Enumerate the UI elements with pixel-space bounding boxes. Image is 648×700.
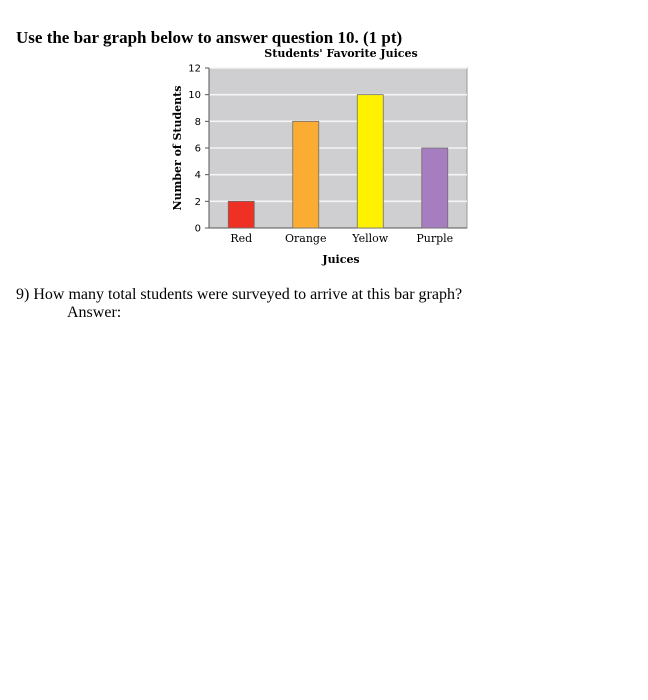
bar-chart: [0, 0, 648, 280]
y-tick-label: 8: [194, 116, 201, 128]
instructions-heading: Use the bar graph below to answer question 10. (1 pt): [16, 28, 403, 47]
chart-title: Students' Favorite Juices: [264, 47, 418, 60]
y-tick-label: 12: [188, 63, 201, 75]
x-axis-label: Juices: [322, 253, 360, 266]
x-tick-label: Red: [230, 232, 253, 245]
plot-area: [188, 64, 467, 246]
answer-label: Answer:: [67, 304, 122, 321]
y-tick-label: 10: [188, 90, 201, 102]
x-tick-label: Orange: [285, 232, 327, 245]
bar-orange: [293, 121, 319, 228]
question-text: 9) How many total students were surveyed to arrive at this bar graph?: [16, 286, 463, 303]
y-tick-label: 4: [194, 170, 201, 182]
bar-yellow: [357, 95, 383, 228]
y-tick-label: 2: [194, 196, 201, 208]
x-tick-label: Yellow: [352, 232, 389, 245]
bar-purple: [422, 148, 448, 228]
y-tick-label: 6: [194, 143, 201, 155]
bar-red: [228, 201, 254, 228]
y-axis-label: Number of Students: [171, 85, 184, 211]
y-tick-label: 0: [194, 223, 201, 235]
x-tick-label: Purple: [416, 232, 454, 245]
